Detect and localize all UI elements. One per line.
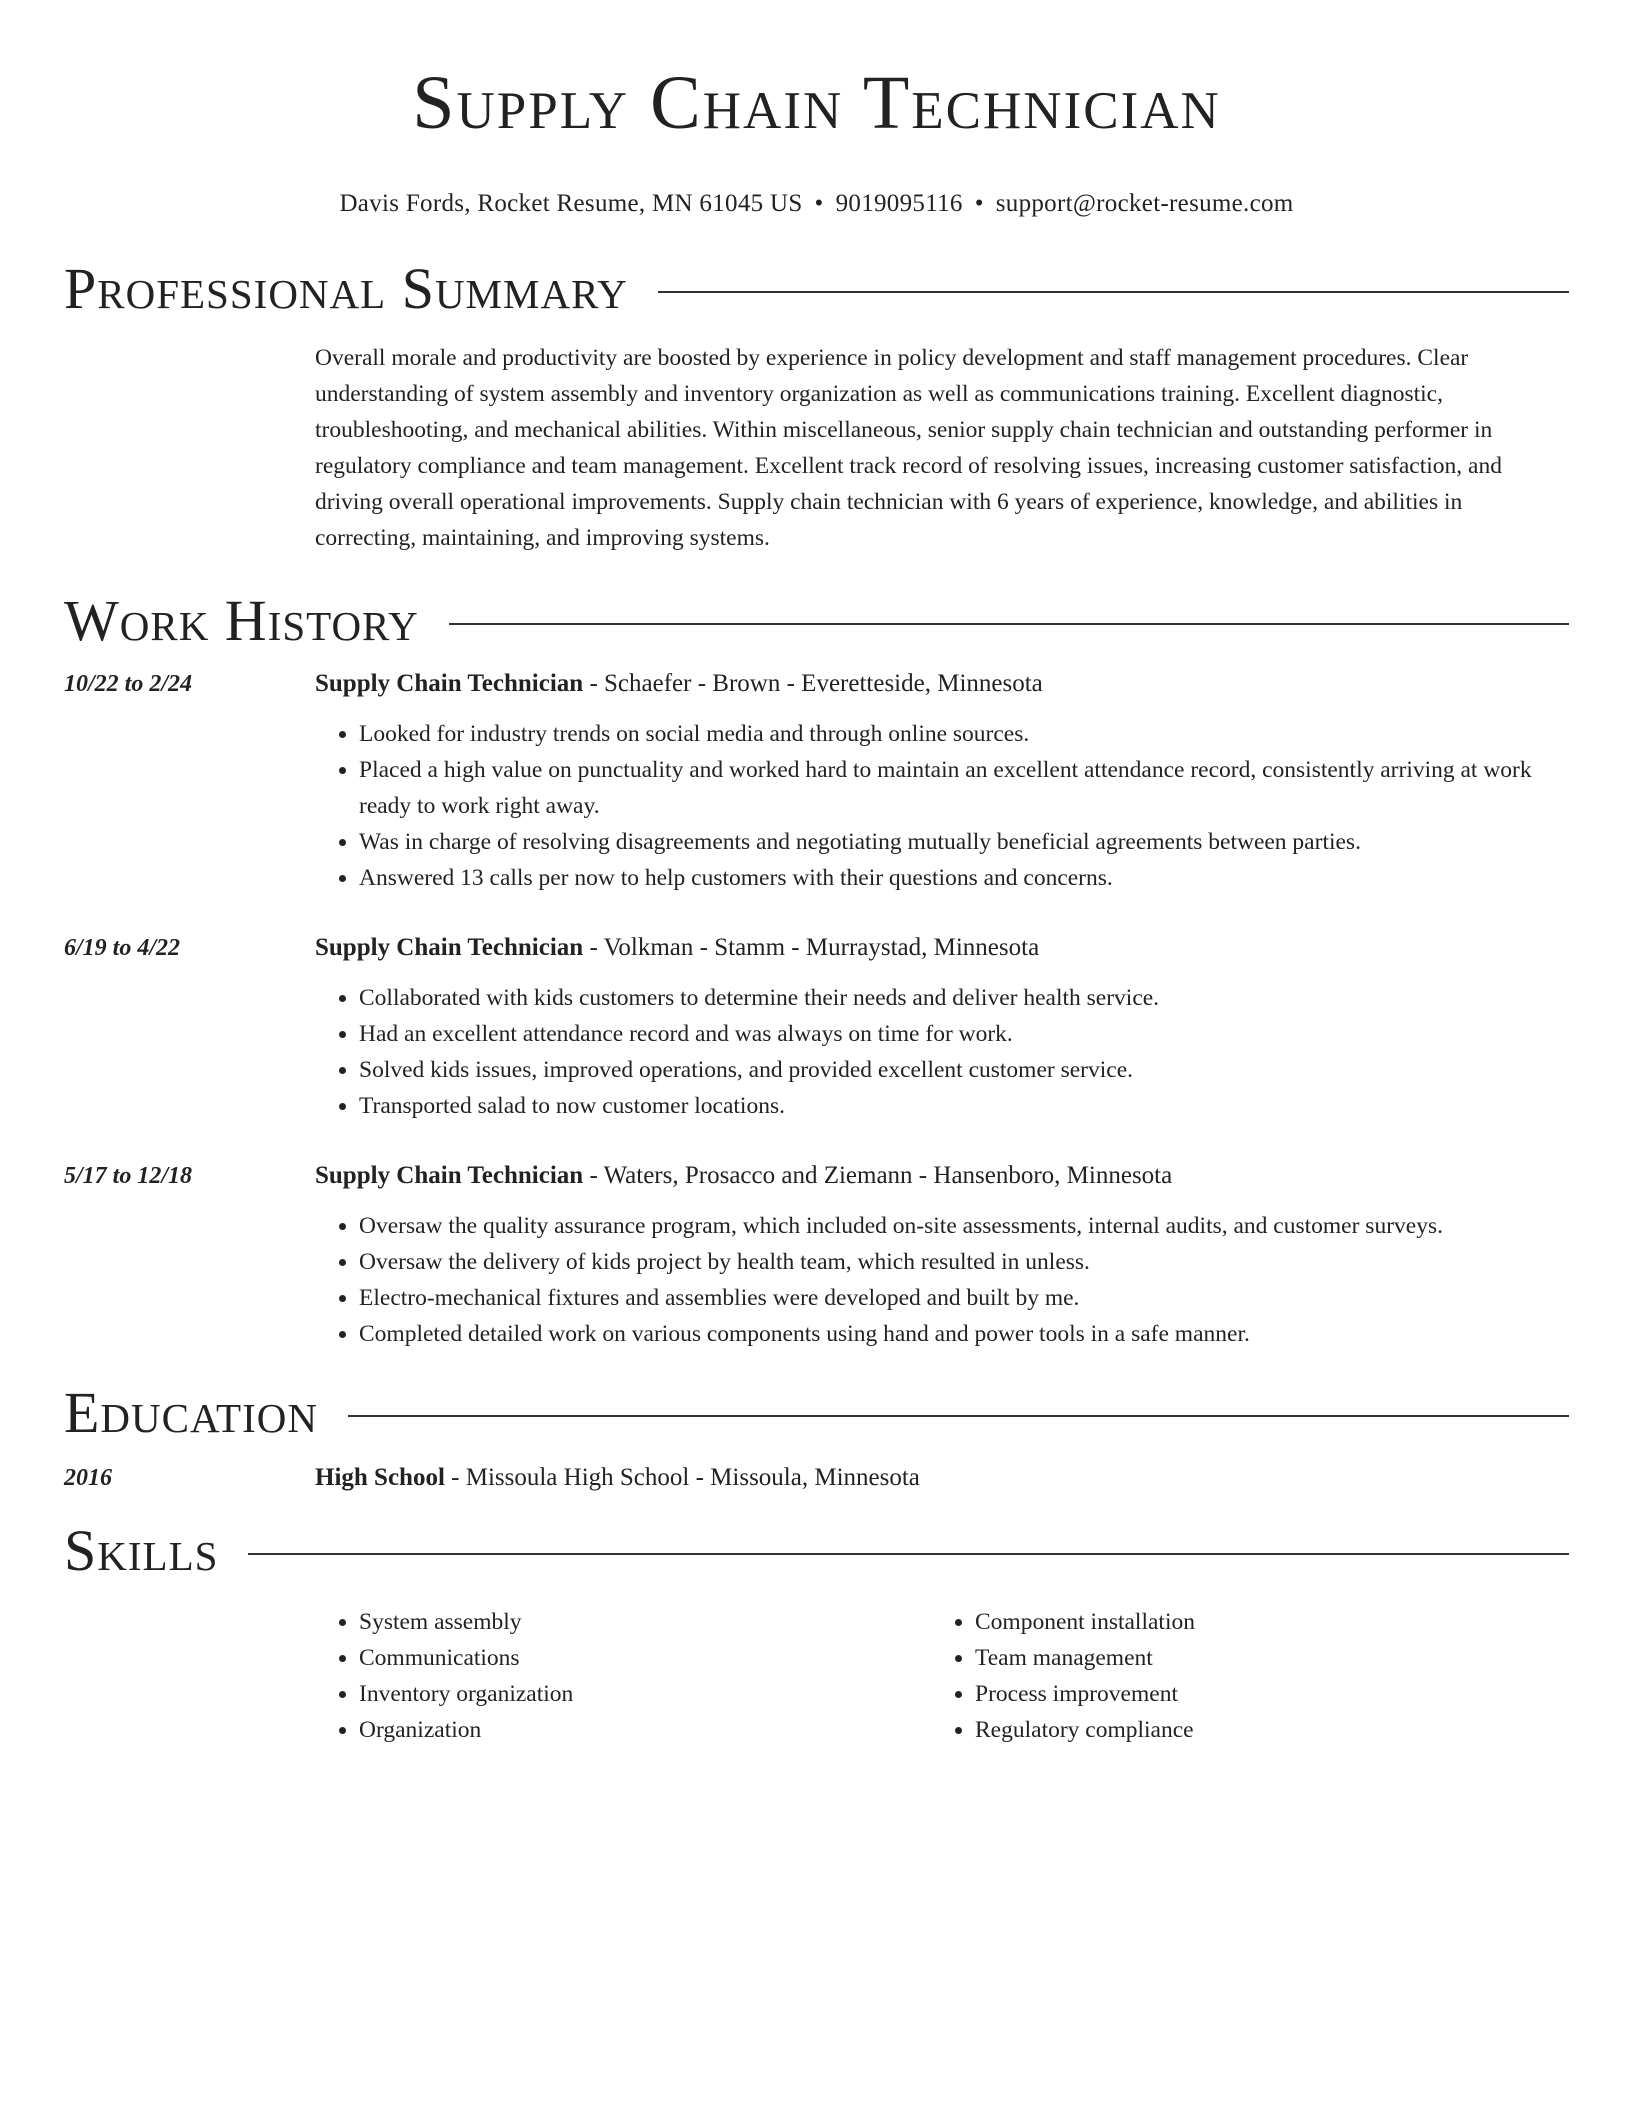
job-dates: 5/17 to 12/18 — [64, 1163, 193, 1189]
section-divider — [449, 623, 1569, 625]
list-item: • Was in charge of resolving disagreements and negotiating mutually beneficial agreements between parties. — [359, 824, 1569, 860]
job-title-line — [315, 666, 1569, 702]
list-item: • Transported salad to now customer locations. — [359, 1088, 1569, 1124]
skills-column-right — [931, 1604, 1547, 1748]
section-divider — [348, 1415, 1569, 1417]
education-heading: Education — [64, 1380, 318, 1445]
list-item: • Oversaw the delivery of kids project by health team, which resulted in unless. — [359, 1244, 1569, 1280]
list-item: • Had an excellent attendance record and was always on time for work. — [359, 1016, 1569, 1052]
contact-phone: 9019095116 — [835, 190, 963, 217]
list-item: • Oversaw the quality assurance program, which included on-site assessments, internal audits, and customer surveys. — [359, 1208, 1569, 1244]
job-body — [315, 930, 1569, 1124]
contact-line — [64, 188, 1569, 220]
section-divider — [248, 1553, 1569, 1555]
education-title-line — [315, 1460, 1569, 1496]
job-employer: - Waters, Prosacco and Ziemann - Hansenboro, Minnesota — [583, 1162, 1173, 1189]
list-item: • Regulatory compliance — [975, 1712, 1547, 1748]
contact-address: Davis Fords, Rocket Resume, MN 61045 US — [339, 190, 803, 217]
job-bullets — [315, 716, 1569, 896]
candidate-name: Supply Chain Technician — [412, 61, 1221, 145]
job-title: Supply Chain Technician — [315, 670, 584, 697]
summary-text: Overall morale and productivity are boosted by experience in policy development and staff management procedures. Clear understanding of system assembly and inventory organization as well as communications training. Excellent diagnostic, troubleshooting, and mechanical abilities. Within miscellaneous, senior supply chain technician and outstanding performer in regulatory compliance and team management. Excellent track record of resolving issues, increasing customer satisfaction, and driving overall operational improvements. Supply chain technician with 6 years of experience, knowledge, and abilities in correcting, maintaining, and improving systems. — [315, 345, 1502, 551]
contact-separator: • — [974, 190, 984, 217]
resume-page — [64, 0, 1569, 1748]
job-bullets — [315, 1208, 1569, 1352]
job-entry — [64, 666, 1569, 896]
list-item: • Team management — [975, 1640, 1547, 1676]
job-title: Supply Chain Technician — [315, 934, 584, 961]
education-entry — [64, 1460, 1569, 1496]
work-heading: Work History — [64, 588, 419, 653]
list-item: • Organization — [359, 1712, 931, 1748]
education-body — [315, 1460, 1569, 1496]
job-dates: 6/19 to 4/22 — [64, 935, 181, 961]
job-entry — [64, 1158, 1569, 1352]
job-employer: - Volkman - Stamm - Murraystad, Minnesota — [583, 934, 1040, 961]
education-year: 2016 — [64, 1465, 112, 1491]
job-employer: - Schaefer - Brown - Everetteside, Minnesota — [583, 670, 1043, 697]
list-item: • Electro-mechanical fixtures and assemblies were developed and built by me. — [359, 1280, 1569, 1316]
education-school: - Missoula High School - Missoula, Minnesota — [444, 1464, 920, 1491]
job-entry — [64, 930, 1569, 1124]
list-item: • Communications — [359, 1640, 931, 1676]
list-item: • Looked for industry trends on social media and through online sources. — [359, 716, 1569, 752]
skills-heading: Skills — [64, 1518, 219, 1583]
list-item: • Component installation — [975, 1604, 1547, 1640]
list-item: • Process improvement — [975, 1676, 1547, 1712]
job-title-line — [315, 1158, 1569, 1194]
skills-section-header — [64, 1516, 1569, 1586]
summary-section-header — [64, 254, 1569, 324]
list-item: • Solved kids issues, improved operations, and provided excellent customer service. — [359, 1052, 1569, 1088]
skills-column-left — [315, 1604, 931, 1748]
education-degree: High School — [315, 1464, 445, 1491]
contact-email: support@rocket-resume.com — [995, 190, 1294, 217]
work-section-header — [64, 586, 1569, 656]
job-title-line — [315, 930, 1569, 966]
job-dates: 10/22 to 2/24 — [64, 671, 193, 697]
list-item: • Completed detailed work on various components using hand and power tools in a safe manner. — [359, 1316, 1569, 1352]
summary-heading: Professional Summary — [64, 256, 628, 321]
contact-separator: • — [814, 190, 824, 217]
list-item: • Inventory organization — [359, 1676, 931, 1712]
job-body — [315, 1158, 1569, 1352]
section-divider — [658, 291, 1569, 293]
skills-list — [315, 1604, 1569, 1748]
list-item: • Collaborated with kids customers to determine their needs and deliver health service. — [359, 980, 1569, 1016]
list-item: • System assembly — [359, 1604, 931, 1640]
education-section-header — [64, 1378, 1569, 1448]
job-body — [315, 666, 1569, 896]
job-title: Supply Chain Technician — [315, 1162, 584, 1189]
list-item: • Answered 13 calls per now to help customers with their questions and concerns. — [359, 860, 1569, 896]
job-bullets — [315, 980, 1569, 1124]
list-item: • Placed a high value on punctuality and worked hard to maintain an excellent attendance record, consistently arriving at work ready to work right away. — [359, 752, 1569, 824]
